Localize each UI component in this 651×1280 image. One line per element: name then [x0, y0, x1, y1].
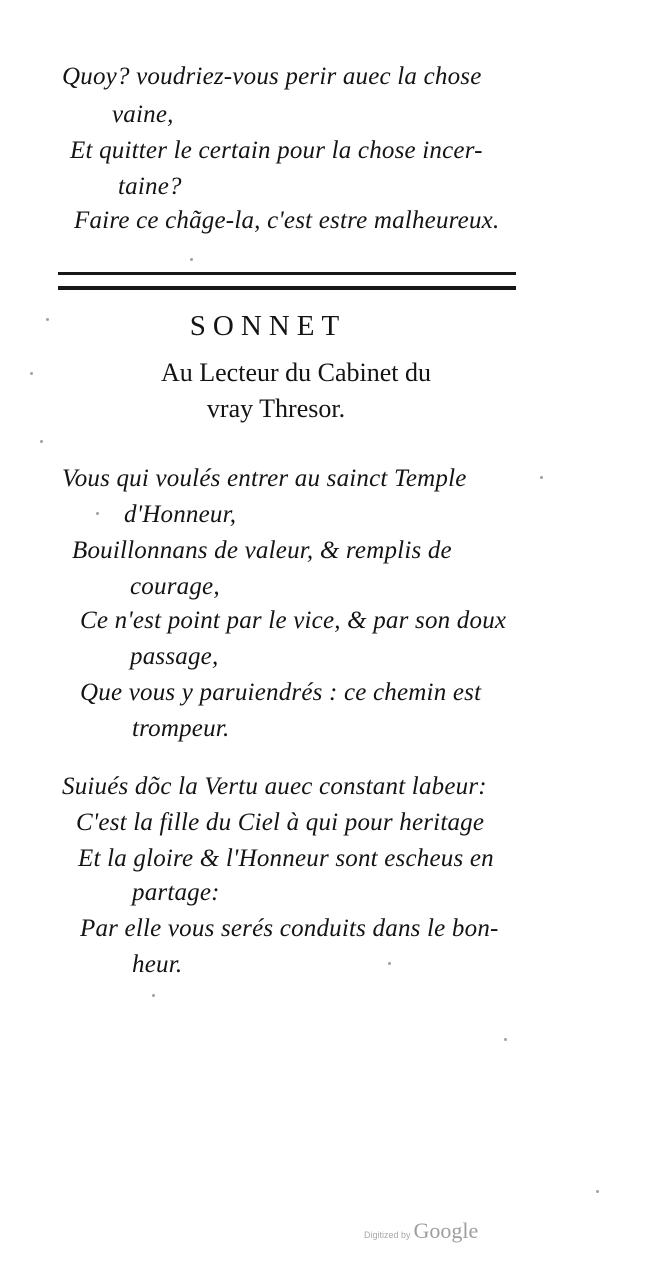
verse-line: Suiués dõc la Vertu auec constant labeur: — [62, 773, 487, 800]
paper-speck — [596, 1190, 599, 1193]
paper-speck — [504, 1038, 507, 1041]
verse-line: Bouillonnans de valeur, & remplis de — [72, 537, 452, 564]
verse-line: Faire ce chãge-la, c'est estre malheureux. — [74, 207, 500, 234]
paper-speck — [30, 372, 33, 375]
verse-line: Que vous y paruiendrés : ce chemin est — [80, 679, 482, 706]
verse-line-continuation: taine? — [118, 173, 182, 200]
verse-line-continuation: courage, — [130, 573, 220, 600]
paper-speck — [190, 258, 193, 261]
paper-speck — [540, 476, 543, 479]
sonnet-subtitle: Au Lecteur du Cabinet du — [160, 358, 432, 387]
verse-line: C'est la fille du Ciel à qui pour heritage — [76, 809, 485, 836]
paper-speck — [46, 318, 49, 321]
verse-line-continuation: passage, — [130, 643, 219, 670]
paper-speck — [96, 512, 99, 515]
verse-line: Vous qui voulés entrer au sainct Temple — [62, 465, 467, 492]
verse-line: Par elle vous serés conduits dans le bon- — [80, 915, 499, 942]
watermark-prefix: Digitized by — [364, 1230, 411, 1240]
verse-line: Et quitter le certain pour la chose incer- — [70, 137, 483, 164]
verse-line-continuation: trompeur. — [132, 715, 230, 742]
paper-speck — [152, 994, 155, 997]
google-logo: Google — [413, 1218, 479, 1243]
verse-line: Et la gloire & l'Honneur sont escheus en — [78, 845, 494, 872]
verse-line: Ce n'est point par le vice, & par son doux — [80, 607, 507, 634]
digitized-watermark — [364, 1218, 478, 1244]
verse-line-continuation: partage: — [132, 879, 220, 906]
paper-speck — [40, 440, 43, 443]
paper-speck — [388, 962, 391, 965]
verse-line-continuation: heur. — [132, 951, 183, 978]
sonnet-subtitle: vray Thresor. — [206, 394, 346, 423]
verse-line-continuation: vaine, — [112, 101, 174, 128]
verse-line-continuation: d'Honneur, — [124, 501, 237, 528]
verse-line: Quoy? voudriez-vous perir auec la chose — [62, 63, 482, 90]
sonnet-heading: SONNET — [189, 310, 347, 342]
divider-rule — [58, 272, 516, 275]
divider-rule — [58, 286, 516, 290]
